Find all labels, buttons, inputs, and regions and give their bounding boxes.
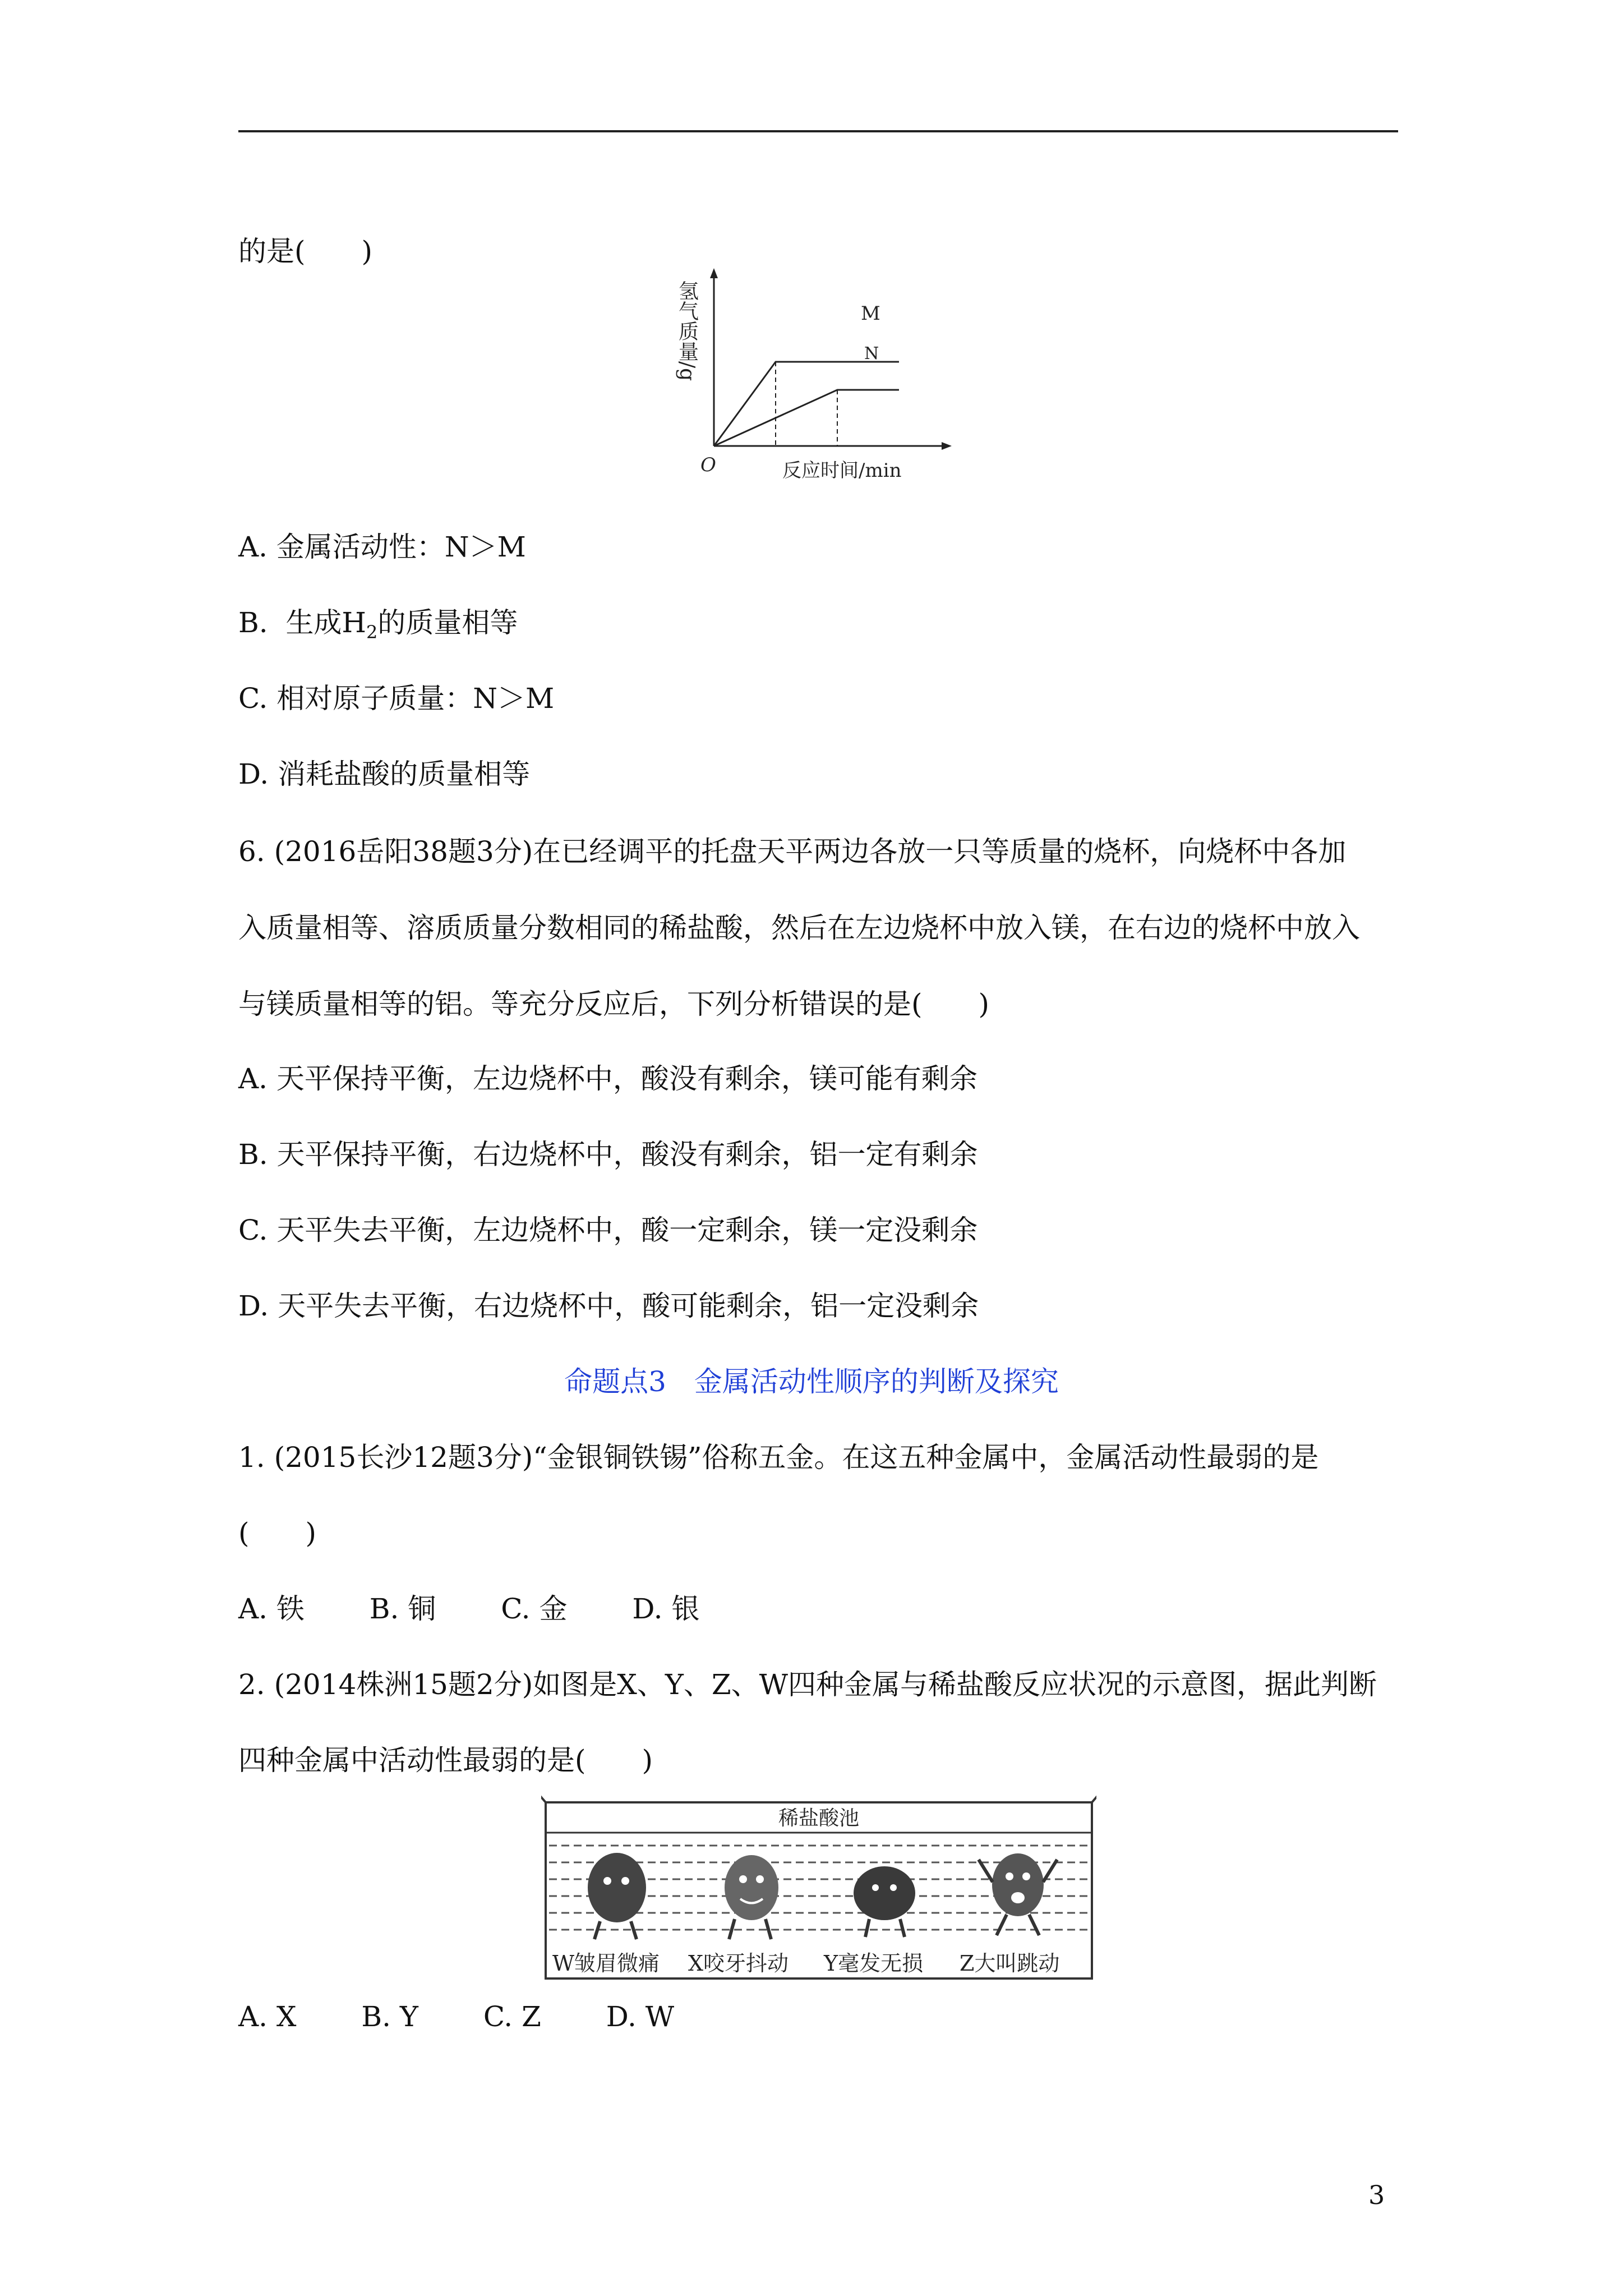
s3q2-line-2: 四种金属中活动性最弱的是( ) <box>238 1744 653 1777</box>
s3q1-line-1: 1. (2015长沙12题3分)“金银铜铁锡”俗称五金。在这五种金属中，金属活动性最弱的是 <box>238 1441 1319 1474</box>
q6-line-3: 与镁质量相等的铝。等充分反应后，下列分析错误的是( ) <box>238 988 990 1020</box>
caption-y: Y毫发无损 <box>824 1951 924 1976</box>
q5-option-b-subscript: 2 <box>366 622 378 643</box>
section-heading: 命题点3 金属活动性顺序的判断及探究 <box>564 1365 1059 1398</box>
chart-plot <box>714 362 899 446</box>
caption-z: Z大叫跳动 <box>960 1951 1060 1976</box>
chart-ylabel: 氢气质量/g <box>676 280 699 381</box>
acid-pool-figure <box>541 1792 1096 1983</box>
page-number: 3 <box>1368 2180 1385 2210</box>
q6-option-d: D. 天平失去平衡，右边烧杯中，酸可能剩余，铝一定没剩余 <box>238 1290 979 1322</box>
q6-option-b: B. 天平保持平衡，右边烧杯中，酸没有剩余，铝一定有剩余 <box>238 1138 978 1171</box>
y-axis-arrow <box>710 268 718 278</box>
series-n-label: N <box>864 344 879 364</box>
series-m-label: M <box>861 302 880 325</box>
s3q2-line-1: 2. (2014株洲15题2分)如图是X、Y、Z、W四种金属与稀盐酸反应状况的示意图，据此判断 <box>238 1668 1377 1701</box>
x-axis-arrow <box>942 442 952 450</box>
q5-option-a: A. 金属活动性：N＞M <box>238 531 526 563</box>
pool-title: 稀盐酸池 <box>778 1807 860 1830</box>
series-line-n <box>714 390 899 446</box>
hydrogen-mass-chart <box>676 264 967 488</box>
s3q1-line-2: ( ) <box>238 1517 317 1549</box>
q5-option-b-prefix: B. <box>238 606 268 639</box>
q6-line-1: 6. (2016岳阳38题3分)在已经调平的托盘天平两边各放一只等质量的烧杯，向烧杯中各加 <box>238 835 1347 868</box>
caption-w: W皱眉微痛 <box>552 1951 660 1976</box>
chart-origin: O <box>700 454 716 476</box>
q5-option-b <box>238 606 518 649</box>
q6-option-a: A. 天平保持平衡，左边烧杯中，酸没有剩余，镁可能有剩余 <box>238 1062 978 1095</box>
q5-option-b-text: 生成H <box>285 606 367 639</box>
header-rule <box>238 130 1398 132</box>
q5-option-d: D. 消耗盐酸的质量相等 <box>238 758 531 790</box>
q5-option-b-text-after: 的质量相等 <box>377 606 518 639</box>
s3q2-options: A. X B. Y C. Z D. W <box>238 2000 675 2033</box>
chart-xlabel: 反应时间/min <box>782 459 902 482</box>
q6-option-c: C. 天平失去平衡，左边烧杯中，酸一定剩余，镁一定没剩余 <box>238 1214 978 1246</box>
q6-line-2: 入质量相等、溶质质量分数相同的稀盐酸，然后在左边烧杯中放入镁，在右边的烧杯中放入 <box>238 912 1360 944</box>
s3q1-options: A. 铁 B. 铜 C. 金 D. 银 <box>238 1593 700 1625</box>
q5-stem-tail: 的是( ) <box>238 235 373 268</box>
q5-option-c: C. 相对原子质量：N＞M <box>238 682 555 715</box>
caption-x: X咬牙抖动 <box>688 1951 789 1976</box>
